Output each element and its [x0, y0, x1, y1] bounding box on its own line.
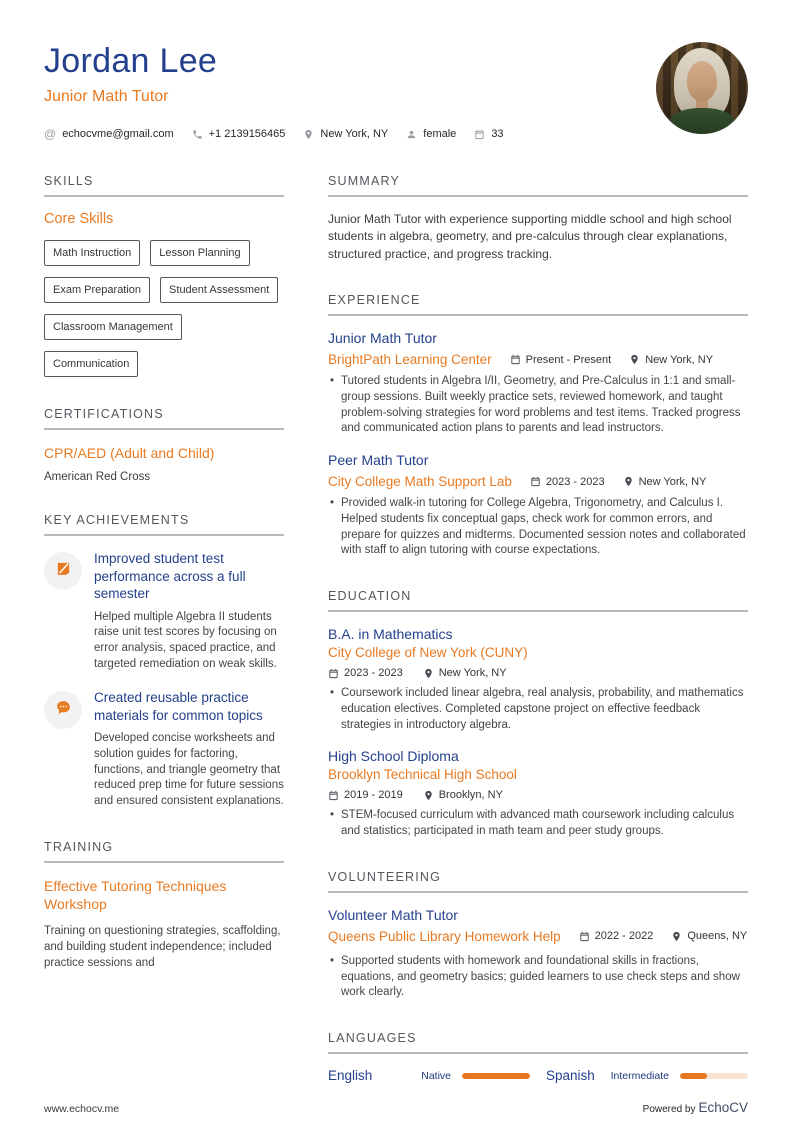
- section-summary: [328, 174, 748, 263]
- language-level: Native: [421, 1069, 451, 1082]
- certification-issuer: American Red Cross: [44, 471, 151, 484]
- education-bullets: [328, 686, 748, 733]
- contact-gender: [406, 128, 456, 140]
- skill-chip: Communication: [44, 351, 138, 377]
- training-description: Training on questioning strategies, scaffolding, and building student independence; included practice sessions and: [44, 925, 281, 970]
- content-columns: [44, 174, 748, 1113]
- section-skills: [44, 174, 284, 377]
- school-name: Brooklyn Technical High School: [328, 767, 517, 783]
- avatar: [656, 42, 748, 134]
- bullet: • Provided walk-in tutoring for College Algebra, Trigonometry, and Calculus I. Helped students fix conceptual gaps, check work for common errors, and prepare for quizzes and midterms. Documented session notes and collaborated with staff to align tutoring with course expectations.: [328, 496, 748, 559]
- company-name: BrightPath Learning Center: [328, 352, 492, 368]
- map-pin-icon: [423, 790, 434, 801]
- avatar-shoulders: [669, 108, 735, 134]
- languages-heading: LANGUAGES: [328, 1031, 748, 1054]
- header: [44, 42, 748, 140]
- experience-entry: [328, 452, 748, 559]
- job-title: Junior Math Tutor: [328, 330, 437, 347]
- achievement-body: [94, 689, 284, 809]
- skills-group-title: Core Skills: [44, 211, 114, 227]
- bullet: • Supported students with homework and foundational skills in fractions, equations, and geometry basics; guided learners to use check steps and show work clearly.: [328, 954, 748, 1001]
- education-heading: EDUCATION: [328, 589, 748, 612]
- achievement-title: Created reusable practice materials for common topics: [94, 690, 263, 723]
- achievement-item: [44, 689, 284, 809]
- volunteer-title: Volunteer Math Tutor: [328, 906, 458, 923]
- date-range: 2019 - 2019: [328, 789, 403, 801]
- at-icon: @: [44, 127, 57, 141]
- skill-chip: Exam Preparation: [44, 277, 150, 303]
- map-pin-icon: [423, 668, 434, 679]
- skill-chip: Math Instruction: [44, 240, 140, 266]
- volunteering-entry: [328, 907, 748, 1001]
- section-languages: [328, 1031, 748, 1083]
- volunteer-bullets: [328, 954, 748, 1001]
- skill-chips: [44, 240, 284, 377]
- map-pin-icon: [629, 354, 640, 365]
- degree-title: High School Diploma: [328, 748, 459, 765]
- person-icon: [406, 129, 417, 140]
- date-range: 2022 - 2022: [579, 930, 654, 942]
- pen-note-icon: [55, 560, 72, 582]
- section-education: [328, 589, 748, 840]
- training-heading: TRAINING: [44, 840, 284, 863]
- education-entry: [328, 626, 748, 733]
- organization-name: Queens Public Library Homework Help: [328, 928, 561, 944]
- education-entry: [328, 748, 748, 840]
- job-location: New York, NY: [623, 476, 707, 488]
- contact-phone: [192, 128, 286, 140]
- contact-row: [44, 128, 504, 140]
- achievement-icon-circle: [44, 691, 82, 729]
- education-bullets: [328, 808, 748, 840]
- calendar-icon: [328, 790, 339, 801]
- job-meta-row: [328, 352, 748, 367]
- date-range: 2023 - 2023: [328, 667, 403, 679]
- bullet: • Coursework included linear algebra, real analysis, probability, and mathematics education electives. Completed capstone project on effective feedback strategies in introductory algebra.: [328, 686, 748, 733]
- contact-email-text: echocvme@gmail.com: [62, 128, 174, 140]
- volunteer-meta-row: [328, 929, 748, 944]
- contact-age-text: 33: [491, 128, 504, 140]
- powered-by-text: Powered by: [642, 1104, 696, 1115]
- footer: [44, 1100, 748, 1115]
- bullet: • STEM-focused curriculum with advanced math coursework including calculus and statistics; participated in math team and peer study groups.: [328, 808, 748, 840]
- experience-heading: EXPERIENCE: [328, 293, 748, 316]
- language-name: English: [328, 1068, 373, 1084]
- contact-gender-text: female: [423, 128, 457, 140]
- main-column: [328, 174, 748, 1113]
- calendar-icon: [328, 668, 339, 679]
- contact-phone-text: +1 2139156465: [208, 128, 286, 140]
- date-range: 2023 - 2023: [530, 476, 605, 488]
- achievement-body: [94, 550, 284, 672]
- skills-heading: SKILLS: [44, 174, 284, 197]
- achievement-item: [44, 550, 284, 672]
- bullet: • Tutored students in Algebra I/II, Geometry, and Pre-Calculus in 1:1 and small-group sessions. Built weekly practice sets, reviewed homework, and taught problem-solving strategies for word problems and test items. Tracked progress and communicated action plans to parents and lead instructors.: [328, 374, 748, 437]
- section-volunteering: [328, 870, 748, 1001]
- volunteer-location: Queens, NY: [671, 930, 747, 942]
- contact-email[interactable]: [44, 128, 174, 140]
- experience-entry: [328, 330, 748, 437]
- section-experience: [328, 293, 748, 559]
- achievements-heading: KEY ACHIEVEMENTS: [44, 513, 284, 536]
- calendar-icon: [579, 931, 590, 942]
- section-training: [44, 840, 284, 972]
- sidebar: [44, 174, 284, 1113]
- language-bar-track: [680, 1073, 748, 1079]
- company-name: City College Math Support Lab: [328, 474, 512, 490]
- school-location: New York, NY: [423, 667, 507, 679]
- volunteering-heading: VOLUNTEERING: [328, 870, 748, 893]
- person-title: Junior Math Tutor: [44, 88, 169, 105]
- job-bullets: [328, 374, 748, 437]
- contact-location: [303, 128, 388, 140]
- contact-age: [474, 128, 503, 140]
- map-pin-icon: [303, 129, 314, 140]
- degree-title: B.A. in Mathematics: [328, 626, 453, 643]
- language-item: [328, 1068, 530, 1083]
- achievement-title: Improved student test performance across a full semester: [94, 551, 246, 602]
- job-meta-row: [328, 474, 748, 489]
- calendar-icon: [510, 354, 521, 365]
- contact-location-text: New York, NY: [320, 128, 389, 140]
- person-name: Jordan Lee: [44, 42, 218, 80]
- summary-text: Junior Math Tutor with experience supporting middle school and high school students in algebra, geometry, and pre-calculus through clear explanations, structured practice, and progress tracking.: [328, 212, 732, 261]
- language-bar-track: [462, 1073, 530, 1079]
- avatar-face: [687, 61, 717, 101]
- language-item: [546, 1068, 748, 1083]
- school-name: City College of New York (CUNY): [328, 645, 528, 661]
- footer-website-link[interactable]: www.echocv.me: [44, 1103, 120, 1115]
- education-meta-row: [328, 667, 748, 679]
- phone-icon: [192, 129, 203, 140]
- map-pin-icon: [623, 476, 634, 487]
- language-level: Intermediate: [610, 1069, 669, 1082]
- section-certifications: [44, 407, 284, 483]
- map-pin-icon: [671, 931, 682, 942]
- brand-echocv: EchoCV: [698, 1100, 748, 1115]
- job-title: Peer Math Tutor: [328, 452, 429, 469]
- school-location: Brooklyn, NY: [423, 789, 503, 801]
- chat-bubble-icon: [55, 699, 72, 721]
- languages-row: [328, 1068, 748, 1083]
- skill-chip: Classroom Management: [44, 314, 182, 340]
- certifications-heading: CERTIFICATIONS: [44, 407, 284, 430]
- training-title: Effective Tutoring Techniques Workshop: [44, 877, 227, 913]
- education-meta-row: [328, 789, 748, 801]
- job-bullets: [328, 496, 748, 559]
- section-achievements: [44, 513, 284, 809]
- skill-chip: Lesson Planning: [150, 240, 249, 266]
- calendar-icon: [530, 476, 541, 487]
- job-location: New York, NY: [629, 354, 713, 366]
- summary-heading: SUMMARY: [328, 174, 748, 197]
- language-name: Spanish: [546, 1068, 595, 1084]
- certification-name: CPR/AED (Adult and Child): [44, 445, 215, 461]
- achievement-icon-circle: [44, 552, 82, 590]
- language-bar-fill: [462, 1073, 530, 1079]
- achievement-description: Helped multiple Algebra II students raise unit test scores by focusing on error analysis, spaced practice, and targeted remediation on weak skills.: [94, 610, 277, 670]
- powered-by: [643, 1100, 748, 1115]
- language-bar-fill: [680, 1073, 707, 1079]
- achievement-description: Developed concise worksheets and solution guides for factoring, functions, and triangle geometry that reduced prep time for future sessions and ensured consistent explanations.: [94, 732, 284, 807]
- header-text: [44, 42, 504, 140]
- skill-chip: Student Assessment: [160, 277, 278, 303]
- calendar-icon: [474, 129, 485, 140]
- date-range: Present - Present: [510, 354, 612, 366]
